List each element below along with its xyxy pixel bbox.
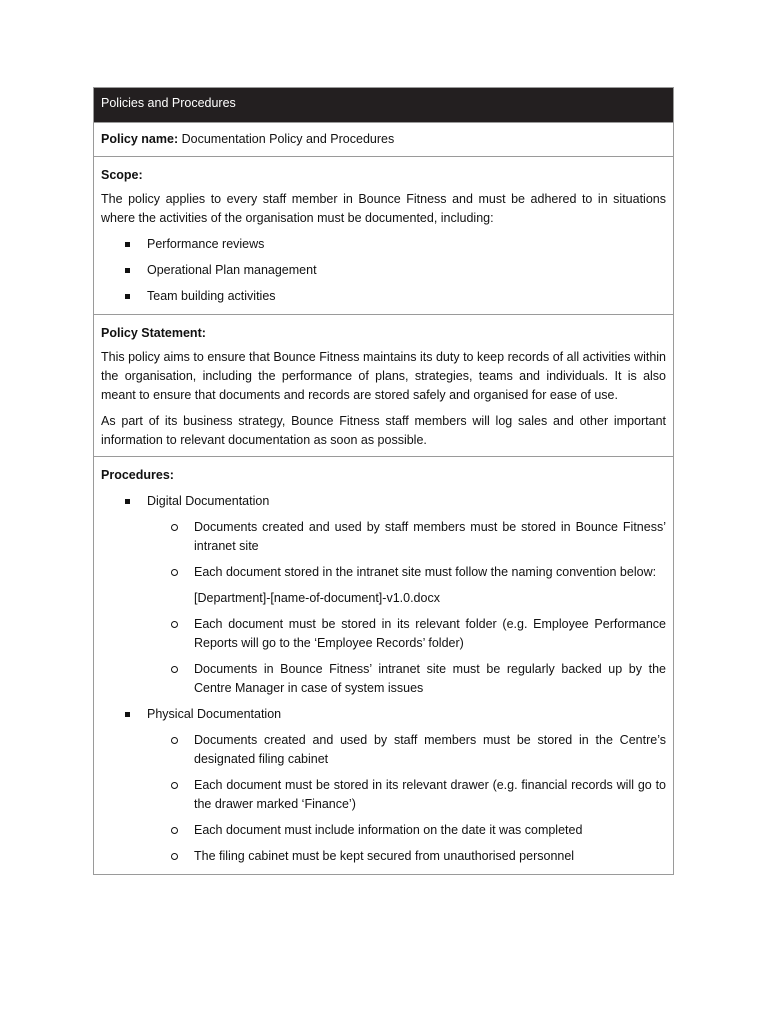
statement-paragraph: This policy aims to ensure that Bounce Fitness maintains its duty to keep records of all activities within the organisation, including the performance of plans, strategies, teams and individuals. It is also meant to ensure that documents and records are stored safely and organised for ease of use. (101, 350, 666, 402)
list-item (101, 660, 666, 698)
list-item (101, 731, 666, 769)
procedures-list (101, 492, 666, 511)
list-item (101, 492, 666, 511)
list-item (101, 235, 666, 254)
circle-bullet-icon (171, 524, 178, 531)
list-item-text: Documents created and used by staff members must be stored in Bounce Fitness’ intranet site (194, 520, 666, 553)
header-title: Policies and Procedures (101, 96, 236, 110)
list-item-text: Each document must include information on the date it was completed (194, 823, 583, 837)
procedures-list-physical (101, 705, 666, 724)
square-bullet-icon (125, 268, 130, 273)
policy-name-row (94, 122, 673, 156)
list-item (101, 287, 666, 306)
list-item (101, 518, 666, 556)
circle-bullet-icon (171, 569, 178, 576)
square-bullet-icon (125, 499, 130, 504)
table-header (94, 88, 673, 122)
policy-name-value: Documentation Policy and Procedures (178, 132, 395, 146)
physical-items (101, 731, 666, 866)
list-item-text: The filing cabinet must be kept secured from unauthorised personnel (194, 849, 575, 863)
list-item-text: Performance reviews (147, 237, 265, 251)
square-bullet-icon (125, 294, 130, 299)
policy-table (93, 87, 674, 875)
list-item (101, 776, 666, 814)
digital-items-continued (101, 615, 666, 698)
naming-example: [Department]-[name-of-document]-v1.0.docx (194, 591, 440, 605)
square-bullet-icon (125, 712, 130, 717)
list-item (101, 821, 666, 840)
square-bullet-icon (125, 242, 130, 247)
list-item (101, 261, 666, 280)
statement-heading: Policy Statement: (101, 326, 206, 340)
procedures-section (94, 456, 673, 874)
list-item-text: Documents created and used by staff members must be stored in the Centre’s designated filing cabinet (194, 733, 666, 766)
scope-text: The policy applies to every staff member in Bounce Fitness and must be adhered to in situations where the activities of the organisation must be documented, including: (101, 192, 666, 225)
list-item-text: Each document must be stored in its relevant folder (e.g. Employee Performance Reports will go to the ‘Employee Records’ folder) (194, 617, 666, 650)
list-item-text: Team building activities (147, 289, 276, 303)
scope-section (94, 156, 673, 314)
digital-items (101, 518, 666, 582)
list-item-text: Each document must be stored in its relevant drawer (e.g. financial records will go to the drawer marked ‘Finance’) (194, 778, 666, 811)
circle-bullet-icon (171, 853, 178, 860)
list-item (101, 615, 666, 653)
statement-paragraph: As part of its business strategy, Bounce Fitness staff members will log sales and other important information to relevant documentation as soon as possible. (101, 414, 666, 447)
circle-bullet-icon (171, 666, 178, 673)
policy-name-label: Policy name: (101, 132, 179, 146)
circle-bullet-icon (171, 737, 178, 744)
digital-label: Digital Documentation (147, 494, 270, 508)
scope-list (101, 235, 666, 306)
circle-bullet-icon (171, 827, 178, 834)
circle-bullet-icon (171, 621, 178, 628)
list-item (101, 847, 666, 866)
physical-label: Physical Documentation (147, 707, 282, 721)
list-item (101, 705, 666, 724)
list-item-text: Documents in Bounce Fitness’ intranet site must be regularly backed up by the Centre Manager in case of system issues (194, 662, 666, 695)
list-item-text: Each document stored in the intranet site must follow the naming convention below: (194, 565, 657, 579)
list-item (101, 563, 666, 582)
procedures-heading: Procedures: (101, 468, 174, 482)
list-item-text: Operational Plan management (147, 263, 317, 277)
statement-section (94, 314, 673, 456)
scope-heading: Scope: (101, 168, 143, 182)
circle-bullet-icon (171, 782, 178, 789)
